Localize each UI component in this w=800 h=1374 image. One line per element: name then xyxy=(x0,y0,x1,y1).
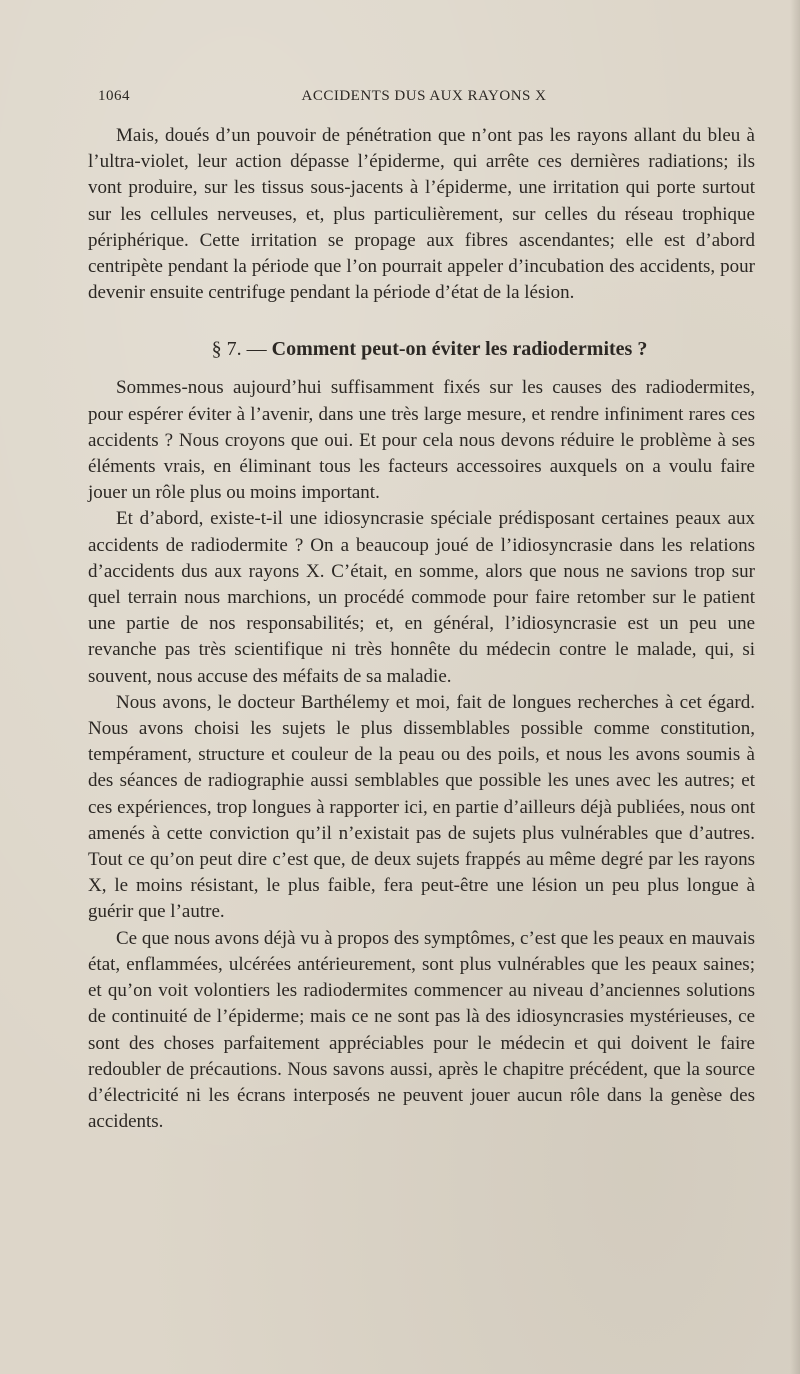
intro-paragraph: Mais, doués d’un pouvoir de pénétration que n’ont pas les rayons allant du bleu à l’ultra-violet, leur action dépasse l’épiderme, qui arrête ces dernières radiations; ils vont produire, sur les tissus sous-jacents à l’épiderme, une irritation qui porte surtout sur les cellules nerveuses, et, plus particulièrement, sur celles du réseau trophique périphérique. Cette irritation se propage aux fibres ascendantes; elle est d’abord centripète pendant la période que l’on pourrait appeler d’incubation des accidents, pour devenir ensuite centrifuge pendant la période d’état de la lésion. xyxy=(88,125,755,304)
body-paragraph: Nous avons, le docteur Barthélemy et moi, fait de longues recherches à cet égard. Nous avons choisi les sujets le plus dissemblables possible comme constitution, tempérament, structure et couleur de la peau ou des poils, et nous les avons soumis à des séances de radiographie aussi semblables que possible les unes avec les autres; et ces expériences, trop longues à rapporter ici, en partie d’ailleurs déjà publiées, nous ont amenés à cette conviction qu’il n’existait pas de sujets plus vulnérables que d’autres. Tout ce qu’on peut dire c’est que, de deux sujets frappés au même degré par les rayons X, le moins résistant, le plus faible, fera peut-être une lésion un peu plus longue à guérir que l’autre. xyxy=(88,691,755,923)
running-header xyxy=(98,88,750,110)
page-number: 1064 xyxy=(98,88,130,104)
page-body xyxy=(88,123,755,1135)
body-paragraph: Et d’abord, existe-t-il une idiosyncrasie spéciale prédisposant certaines peaux aux accidents de radiodermite ? On a beaucoup joué de l’idiosyncrasie dans les relations d’accidents dus aux rayons X. C’était, en somme, alors que nous ne savions trop sur quel terrain nous marchions, un procédé commode pour faire retomber sur le patient une partie de nos responsabilités; et, en général, l’idiosyncrasie est un peu une revanche pas très scientifique ni très honnête du médecin contre le malade, qui, si souvent, nous accuse des méfaits de sa maladie. xyxy=(88,508,755,687)
section-title: Comment peut-on éviter les radiodermites ? xyxy=(271,338,648,361)
page-edge-shadow xyxy=(790,0,800,1374)
body-paragraph: Sommes-nous aujourd’hui suffisamment fixés sur les causes des radiodermites, pour espérer éviter à l’avenir, dans une très large mesure, et rendre infiniment rares ces accidents ? Nous croyons que oui. Et pour cela nous devons réduire le problème à ses éléments vrais, en éliminant tous les facteurs accessoires auxquels on a voulu faire jouer un rôle plus ou moins important. xyxy=(88,377,755,504)
running-title: ACCIDENTS DUS AUX RAYONS X xyxy=(301,88,547,104)
body-paragraph: Ce que nous avons déjà vu à propos des symptômes, c’est que les peaux en mauvais état, enflammées, ulcérées antérieurement, sont plus vulnérables que les peaux saines; et qu’on voit volontiers les radiodermites commencer au niveau d’anciennes solutions de continuité de l’épiderme; mais ce ne sont pas là des idiosyncrasies mystérieuses, ce sont des choses parfaitement appréciables pour le médecin et qui doivent le faire redoubler de précautions. Nous savons aussi, après le chapitre précédent, que la source d’électricité ni les écrans interposés ne peuvent jouer aucun rôle dans la genèse des accidents. xyxy=(88,927,755,1133)
section-heading xyxy=(88,336,755,362)
section-number: § 7. — xyxy=(211,338,267,361)
